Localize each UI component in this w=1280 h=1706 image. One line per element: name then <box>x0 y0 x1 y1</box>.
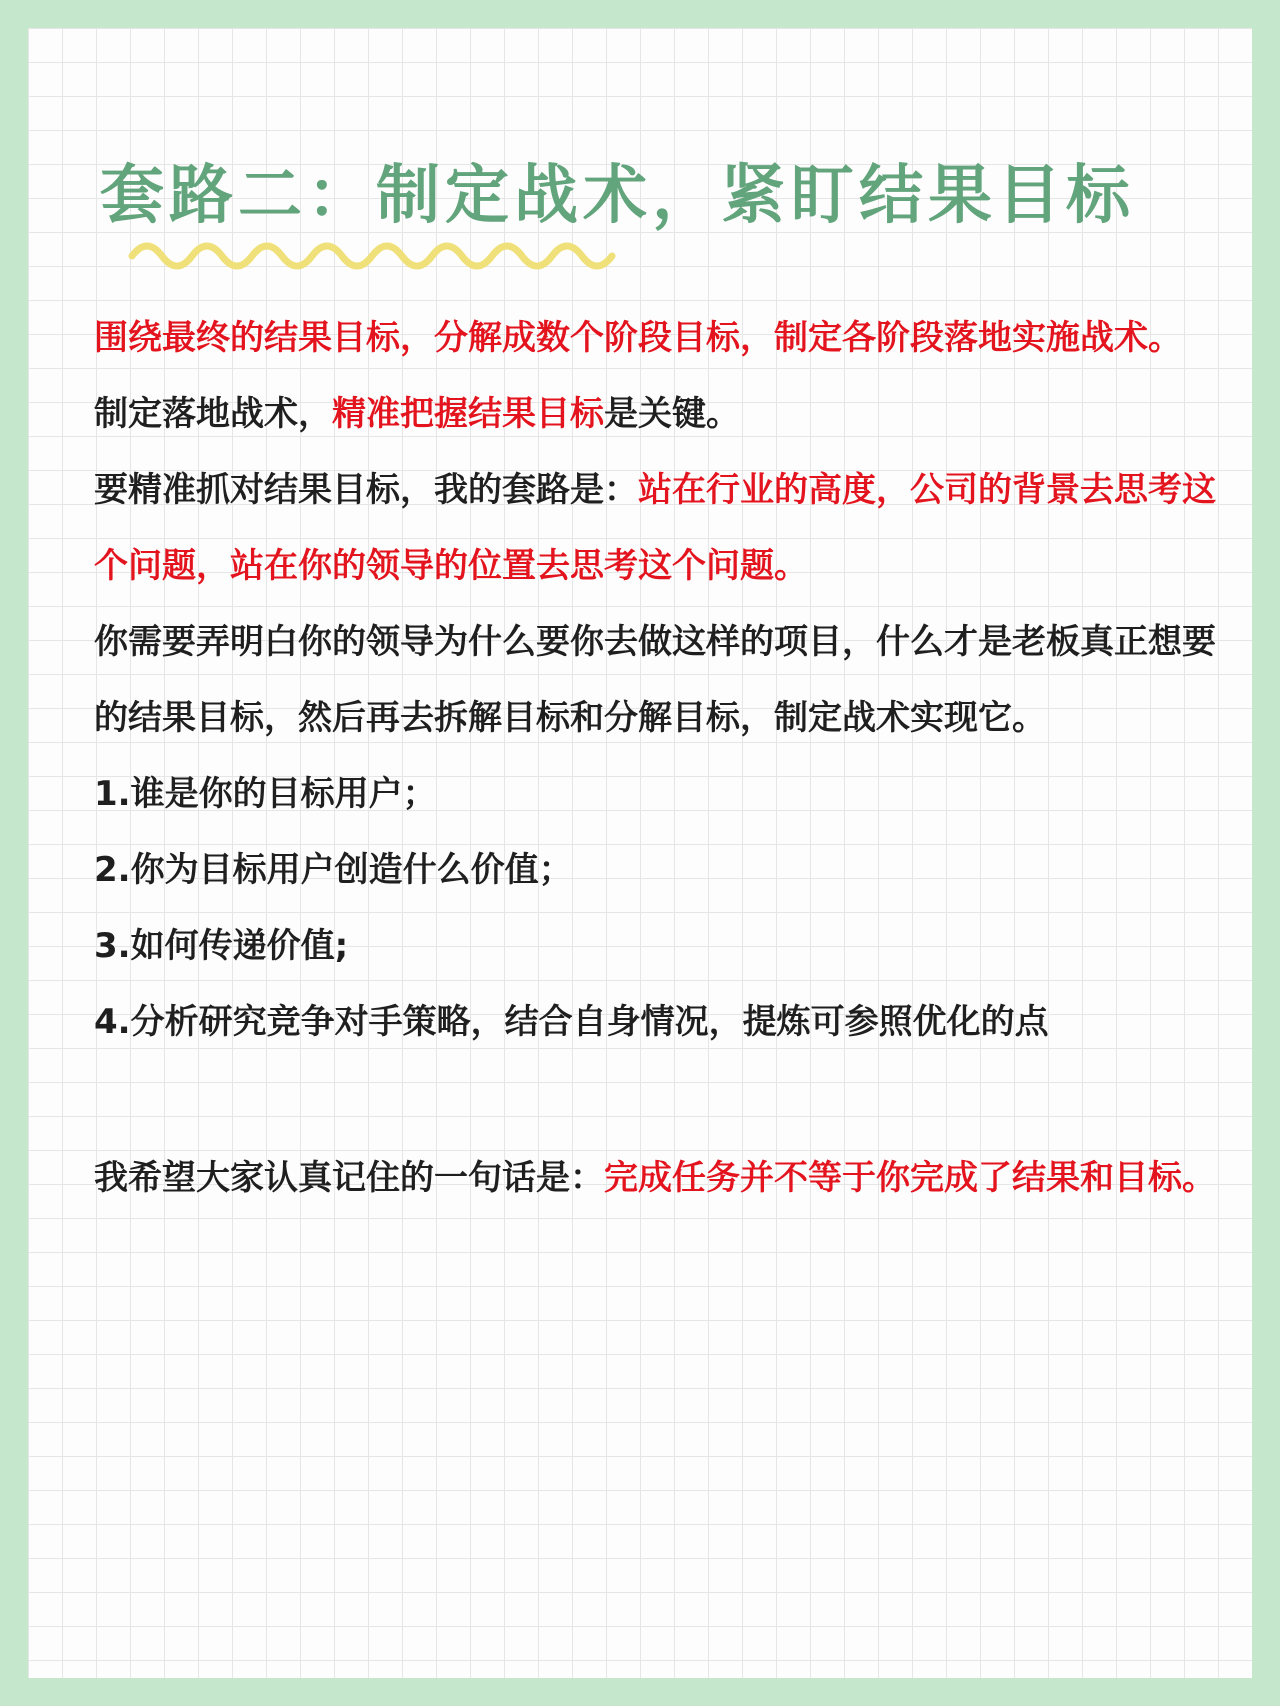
grid-paper <box>28 28 1252 1678</box>
page-title: 套路二：制定战术，紧盯结果目标 <box>100 159 1135 233</box>
paragraph-2-highlight: 精准把握结果目标 <box>332 394 604 434</box>
paragraph-3-text: 要精准抓对结果目标，我的套路是： <box>94 470 638 510</box>
list-item-2: 2.你为目标用户创造什么价值； <box>94 850 573 890</box>
paragraph-4: 你需要弄明白你的领导为什么要你去做这样的项目，什么才是老板真正想要的结果目标，然后再去拆解目标和分解目标，制定战术实现它。 <box>94 622 1216 738</box>
paragraph-2-tail: 是关键。 <box>604 394 740 434</box>
paragraph-2 <box>94 376 1234 452</box>
paragraph-3-highlight: 站在行业的高度，公司的背景去思考这个问题，站在你的领导的位置去思考这个问题。 <box>94 470 1216 586</box>
spacer <box>94 1060 1234 1140</box>
paragraph-2-text: 制定落地战术， <box>94 394 332 434</box>
body-text <box>94 300 1234 1216</box>
paragraph-5-highlight: 完成任务并不等于你完成了结果和目标。 <box>604 1158 1216 1198</box>
paragraph-5-text: 我希望大家认真记住的一句话是： <box>94 1158 604 1198</box>
list-item-4: 4.分析研究竞争对手策略，结合自身情况，提炼可参照优化的点 <box>94 1002 1049 1042</box>
paragraph-3 <box>94 452 1234 604</box>
list-item-1: 1.谁是你的目标用户； <box>94 774 437 814</box>
paragraph-1: 围绕最终的结果目标，分解成数个阶段目标，制定各阶段落地实施战术。 <box>94 318 1182 358</box>
title-block <box>100 146 1200 276</box>
list-item-3: 3.如何传递价值; <box>94 926 349 966</box>
paragraph-5 <box>94 1140 1234 1216</box>
